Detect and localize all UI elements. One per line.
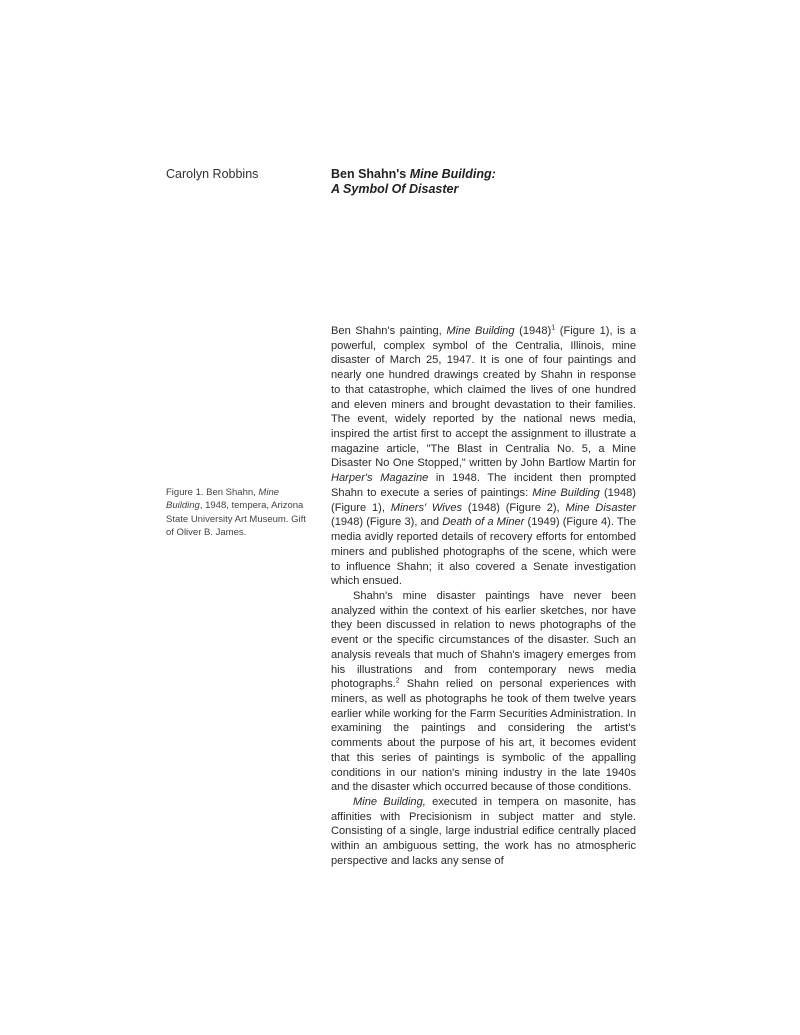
- p3-italic-1: Mine Building,: [353, 796, 426, 808]
- p1-text-5: (1948) (Figure 1),: [331, 486, 637, 514]
- footnote-marker-1: 1: [551, 324, 556, 332]
- p1-text-7: (1948) (Figure 3), and: [331, 516, 443, 529]
- p1-italic-1: Mine Building: [446, 325, 515, 337]
- p2-text-1: Shahn's mine disaster paintings have never been analyzed within the context of his earlier sketches, nor have they been discussed in relation to news photographs of the event or the specific circumstances of the disaster. Such an analysis reveals that much of Shahn's imagery emerges from his illustrations and from contemporary news media photographs.: [331, 589, 636, 691]
- paragraph-3: [331, 795, 636, 869]
- p1-text-6: (1948) (Figure 2),: [462, 501, 566, 514]
- paragraph-2: [331, 589, 636, 795]
- p1-italic-4: Miners' Wives: [390, 501, 463, 514]
- p1-italic-5: Mine Disaster: [565, 501, 636, 514]
- p1-text-2: (1948): [514, 325, 552, 337]
- p1-italic-3: Mine Building: [532, 486, 600, 499]
- title-italic: Mine Building:: [409, 167, 496, 181]
- caption-suffix: , 1948, tempera, Arizona State University Art Museum. Gift of Oliver B. James.: [166, 500, 306, 538]
- caption-italic-title: Mine Building: [166, 487, 280, 512]
- p1-italic-6: Death of a Miner: [442, 516, 525, 529]
- p1-italic-2: Harper's Magazine: [331, 472, 429, 485]
- p1-text-1: Ben Shahn's painting,: [331, 325, 447, 337]
- title-prefix: Ben Shahn's: [331, 167, 410, 181]
- p1-text-3: (Figure 1), is a powerful, complex symbol of the Centralia, Illinois, mine disaster of March 25, 1947. It is one of four paintings and nearly one hundred drawings created by Shahn in response to that catastrophe, which claimed the lives of one hundred and eleven miners and brought devastation to their families. The event, widely reported by the national news media, inspired the artist first to accept the assignment to illustrate a magazine article, "The Blast in Centralia No. 5, a Mine Disaster No One Stopped," written by John Bartlow Martin for: [331, 325, 636, 470]
- article-title: [331, 167, 496, 197]
- figure-caption: [166, 486, 316, 539]
- author-name: Carolyn Robbins: [166, 167, 259, 181]
- footnote-marker-2: 2: [395, 677, 400, 685]
- p1-text-4: in 1948. The incident then prompted Shahn to execute a series of paintings:: [331, 472, 636, 499]
- p1-text-8: (1949) (Figure 4). The media avidly reported details of recovery efforts for entombed miners and published photographs of the scene, which were to influence Shahn; it also covered a Senate investigation which ensued.: [331, 516, 636, 588]
- p2-text-2: Shahn relied on personal experiences with miners, as well as photographs he took of them twelve years earlier while working for the Farm Securities Administration. In examining the paintings and considering the artist's comments about the purpose of his art, it becomes evident that this series of paintings is symbolic of the appalling conditions in our nation's mining industry in the late 1940s and the disaster which occurred because of those conditions.: [331, 678, 636, 794]
- title-line-2: A Symbol Of Disaster: [331, 182, 459, 196]
- paragraph-1: [331, 324, 636, 589]
- title-line-1: [331, 167, 496, 182]
- p3-text-1: executed in tempera on masonite, has affinities with Precisionism in subject matter and style. Consisting of a single, large industrial edifice centrally placed within an ambiguous setting, the work has no atmospheric perspective and lacks any sense of: [331, 796, 636, 867]
- caption-prefix: Figure 1. Ben Shahn,: [166, 487, 259, 498]
- article-body: [331, 324, 636, 869]
